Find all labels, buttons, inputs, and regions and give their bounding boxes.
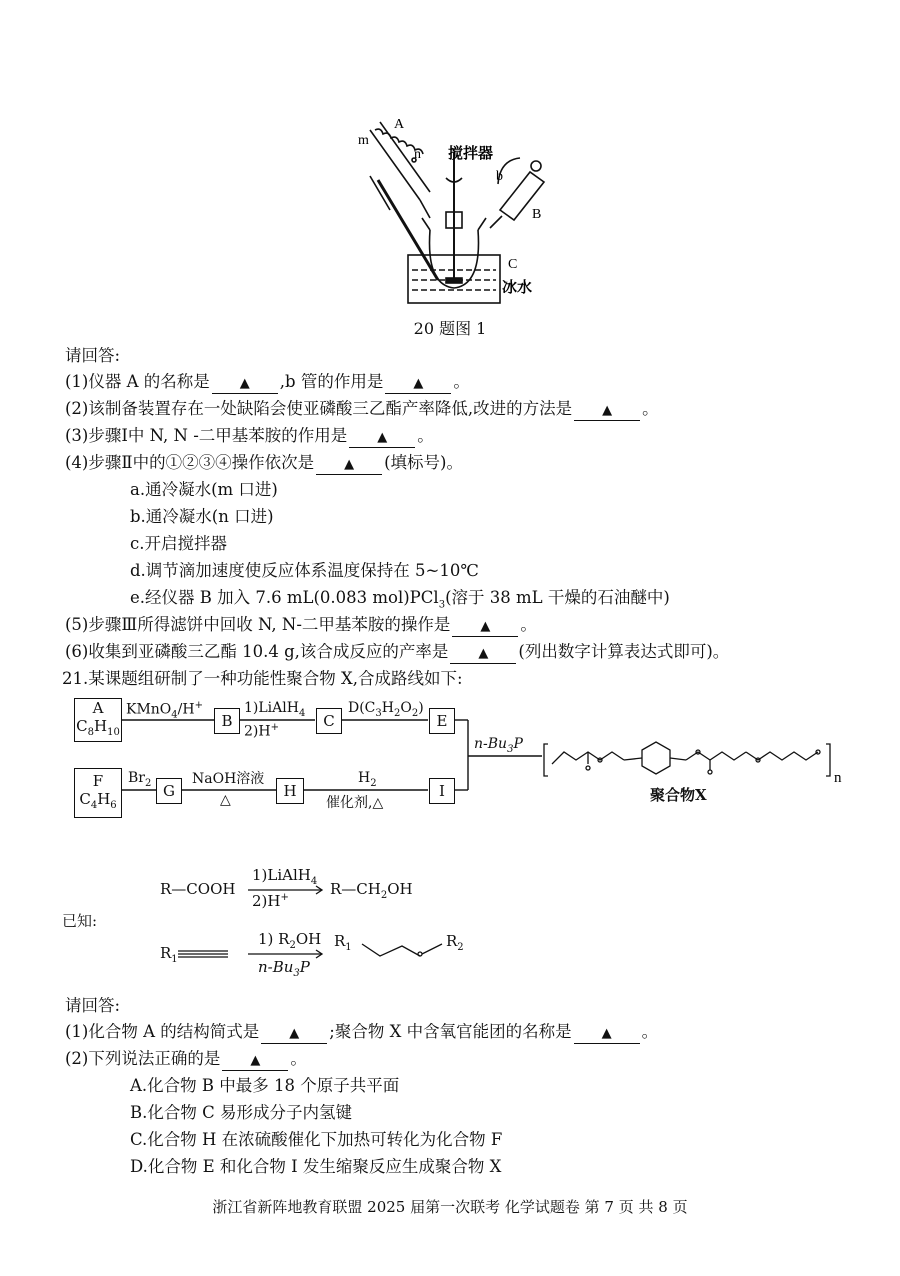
formula-F: $C_4H_6$ (79, 789, 117, 811)
r1-right: $R—CH_2OH$ (330, 880, 413, 901)
label-ice-water: 冰水 (502, 278, 533, 296)
answer-blank[interactable]: ▲ (349, 427, 415, 448)
answer-blank[interactable]: ▲ (222, 1050, 288, 1071)
reagent-B-C-2: 2)H+ (244, 722, 279, 740)
answer-blank[interactable]: ▲ (574, 1023, 640, 1044)
reagent-B-C-1: 1)LiAlH$_4$ (244, 700, 306, 719)
q20-option-d: d.调节滴加速度使反应体系温度保持在 5~10℃ (130, 561, 479, 580)
label-B: B (532, 207, 542, 222)
q20-prompt: 请回答: (65, 346, 121, 365)
compound-B: B (214, 708, 240, 734)
compound-C: C (316, 708, 342, 734)
polymer-n: n (834, 770, 842, 786)
reagent-F-G: $Br_2$ (128, 770, 152, 789)
compound-E: E (429, 708, 455, 734)
q20-option-c: c.开启搅拌器 (130, 534, 227, 553)
label-C: C (508, 257, 518, 272)
reagent-A-B: KMnO$_4$/H+ (126, 700, 203, 721)
compound-I: I (429, 778, 455, 804)
compound-H: H (276, 778, 304, 804)
q20-1: (1)仪器 A 的名称是 ▲ ,b 管的作用是 ▲ 。 (65, 370, 470, 394)
reagent-H-I-top: $H_2$ (358, 770, 377, 789)
figure-caption: 20 题图 1 (413, 319, 487, 338)
q21-2: (2)下列说法正确的是 ▲ 。 (65, 1047, 307, 1071)
page-footer: 浙江省新阵地教育联盟 2025 届第一次联考 化学试题卷 第 7 页 共 8 页 (212, 1198, 688, 1216)
r2-top: 1) $R_2OH$ (258, 930, 322, 951)
answer-blank[interactable]: ▲ (261, 1023, 327, 1044)
q21-option-C: C.化合物 H 在浓硫酸催化下加热可转化为化合物 F (130, 1130, 503, 1149)
compound-F: F $C_4H_6$ (74, 768, 122, 818)
r2-product-R1: $R_1$ (334, 932, 352, 953)
q20-option-e: e.经仪器 B 加入 7.6 mL(0.083 mol)PCl$_3$(溶于 38 mL 干燥的石油醚中) (130, 588, 670, 611)
label-b: b (496, 169, 503, 184)
q20-4: (4)步骤Ⅱ中的①②③④操作依次是 ▲ (填标号)。 (65, 451, 463, 475)
reagent-G-H-bottom: △ (220, 792, 231, 808)
reagent-H-I-bottom: 催化剂,△ (326, 795, 384, 811)
q21-option-D: D.化合物 E 和化合物 I 发生缩聚反应生成聚合物 X (130, 1157, 502, 1176)
known-reactions (62, 862, 562, 982)
answer-blank[interactable]: ▲ (316, 454, 382, 475)
q20-option-b: b.通冷凝水(n 口进) (130, 507, 274, 526)
q20-5: (5)步骤Ⅲ所得滤饼中回收 N, N-二甲基苯胺的操作是 ▲ 。 (65, 613, 537, 637)
apparatus-diagram (330, 100, 570, 315)
label-stirrer: 搅拌器 (448, 144, 494, 162)
polymer-X-label: 聚合物X (650, 786, 707, 804)
answer-blank[interactable]: ▲ (574, 400, 640, 421)
q20-option-a: a.通冷凝水(m 口进) (130, 480, 278, 499)
compound-G: G (156, 778, 182, 804)
answer-blank[interactable]: ▲ (385, 373, 451, 394)
q20-6: (6)收集到亚磷酸三乙酯 10.4 g,该合成反应的产率是 ▲ (列出数字计算表达式即可)。 (65, 640, 729, 664)
answer-blank[interactable]: ▲ (450, 643, 516, 664)
known-arrows (62, 862, 562, 982)
answer-blank[interactable]: ▲ (452, 616, 518, 637)
answer-blank[interactable]: ▲ (212, 373, 278, 394)
q20-3: (3)步骤Ⅰ中 N, N -二甲基苯胺的作用是 ▲ 。 (65, 424, 434, 448)
r2-bottom: $n-Bu_3P$ (258, 958, 310, 979)
reagent-G-H-top: NaOH溶液 (192, 771, 265, 787)
r1-top: 1)LiAlH$_4$ (252, 866, 318, 887)
label-m: m (358, 133, 369, 148)
q21-option-B: B.化合物 C 易形成分子内氢键 (130, 1103, 352, 1122)
r1-bottom: 2)H+ (252, 892, 289, 910)
r2-product-R2: $R_2$ (446, 932, 464, 953)
reagent-final: $n-Bu_3P$ (474, 736, 523, 755)
formula-A: $C_8H_{10}$ (76, 716, 120, 738)
q21-option-A: A.化合物 B 中最多 18 个原子共平面 (130, 1076, 400, 1095)
r1-left: R—COOH (160, 880, 236, 898)
reagent-C-E: $D(C_3H_2O_2)$ (348, 700, 424, 719)
label-A: A (394, 117, 405, 132)
compound-A: A $C_8H_{10}$ (74, 698, 122, 742)
synthesis-route (70, 696, 850, 826)
known-label: 已知: (62, 912, 98, 930)
q20-2: (2)该制备装置存在一处缺陷会使亚磷酸三乙酯产率降低,改进的方法是 ▲ 。 (65, 397, 659, 421)
label-n: n (414, 147, 421, 162)
q21-prompt: 请回答: (65, 996, 121, 1015)
q21-header: 21.某课题组研制了一种功能性聚合物 X,合成路线如下: (62, 669, 463, 688)
q21-1: (1)化合物 A 的结构简式是 ▲ ;聚合物 X 中含氧官能团的名称是 ▲ 。 (65, 1020, 658, 1044)
r2-left: $R_1$ (160, 944, 178, 965)
